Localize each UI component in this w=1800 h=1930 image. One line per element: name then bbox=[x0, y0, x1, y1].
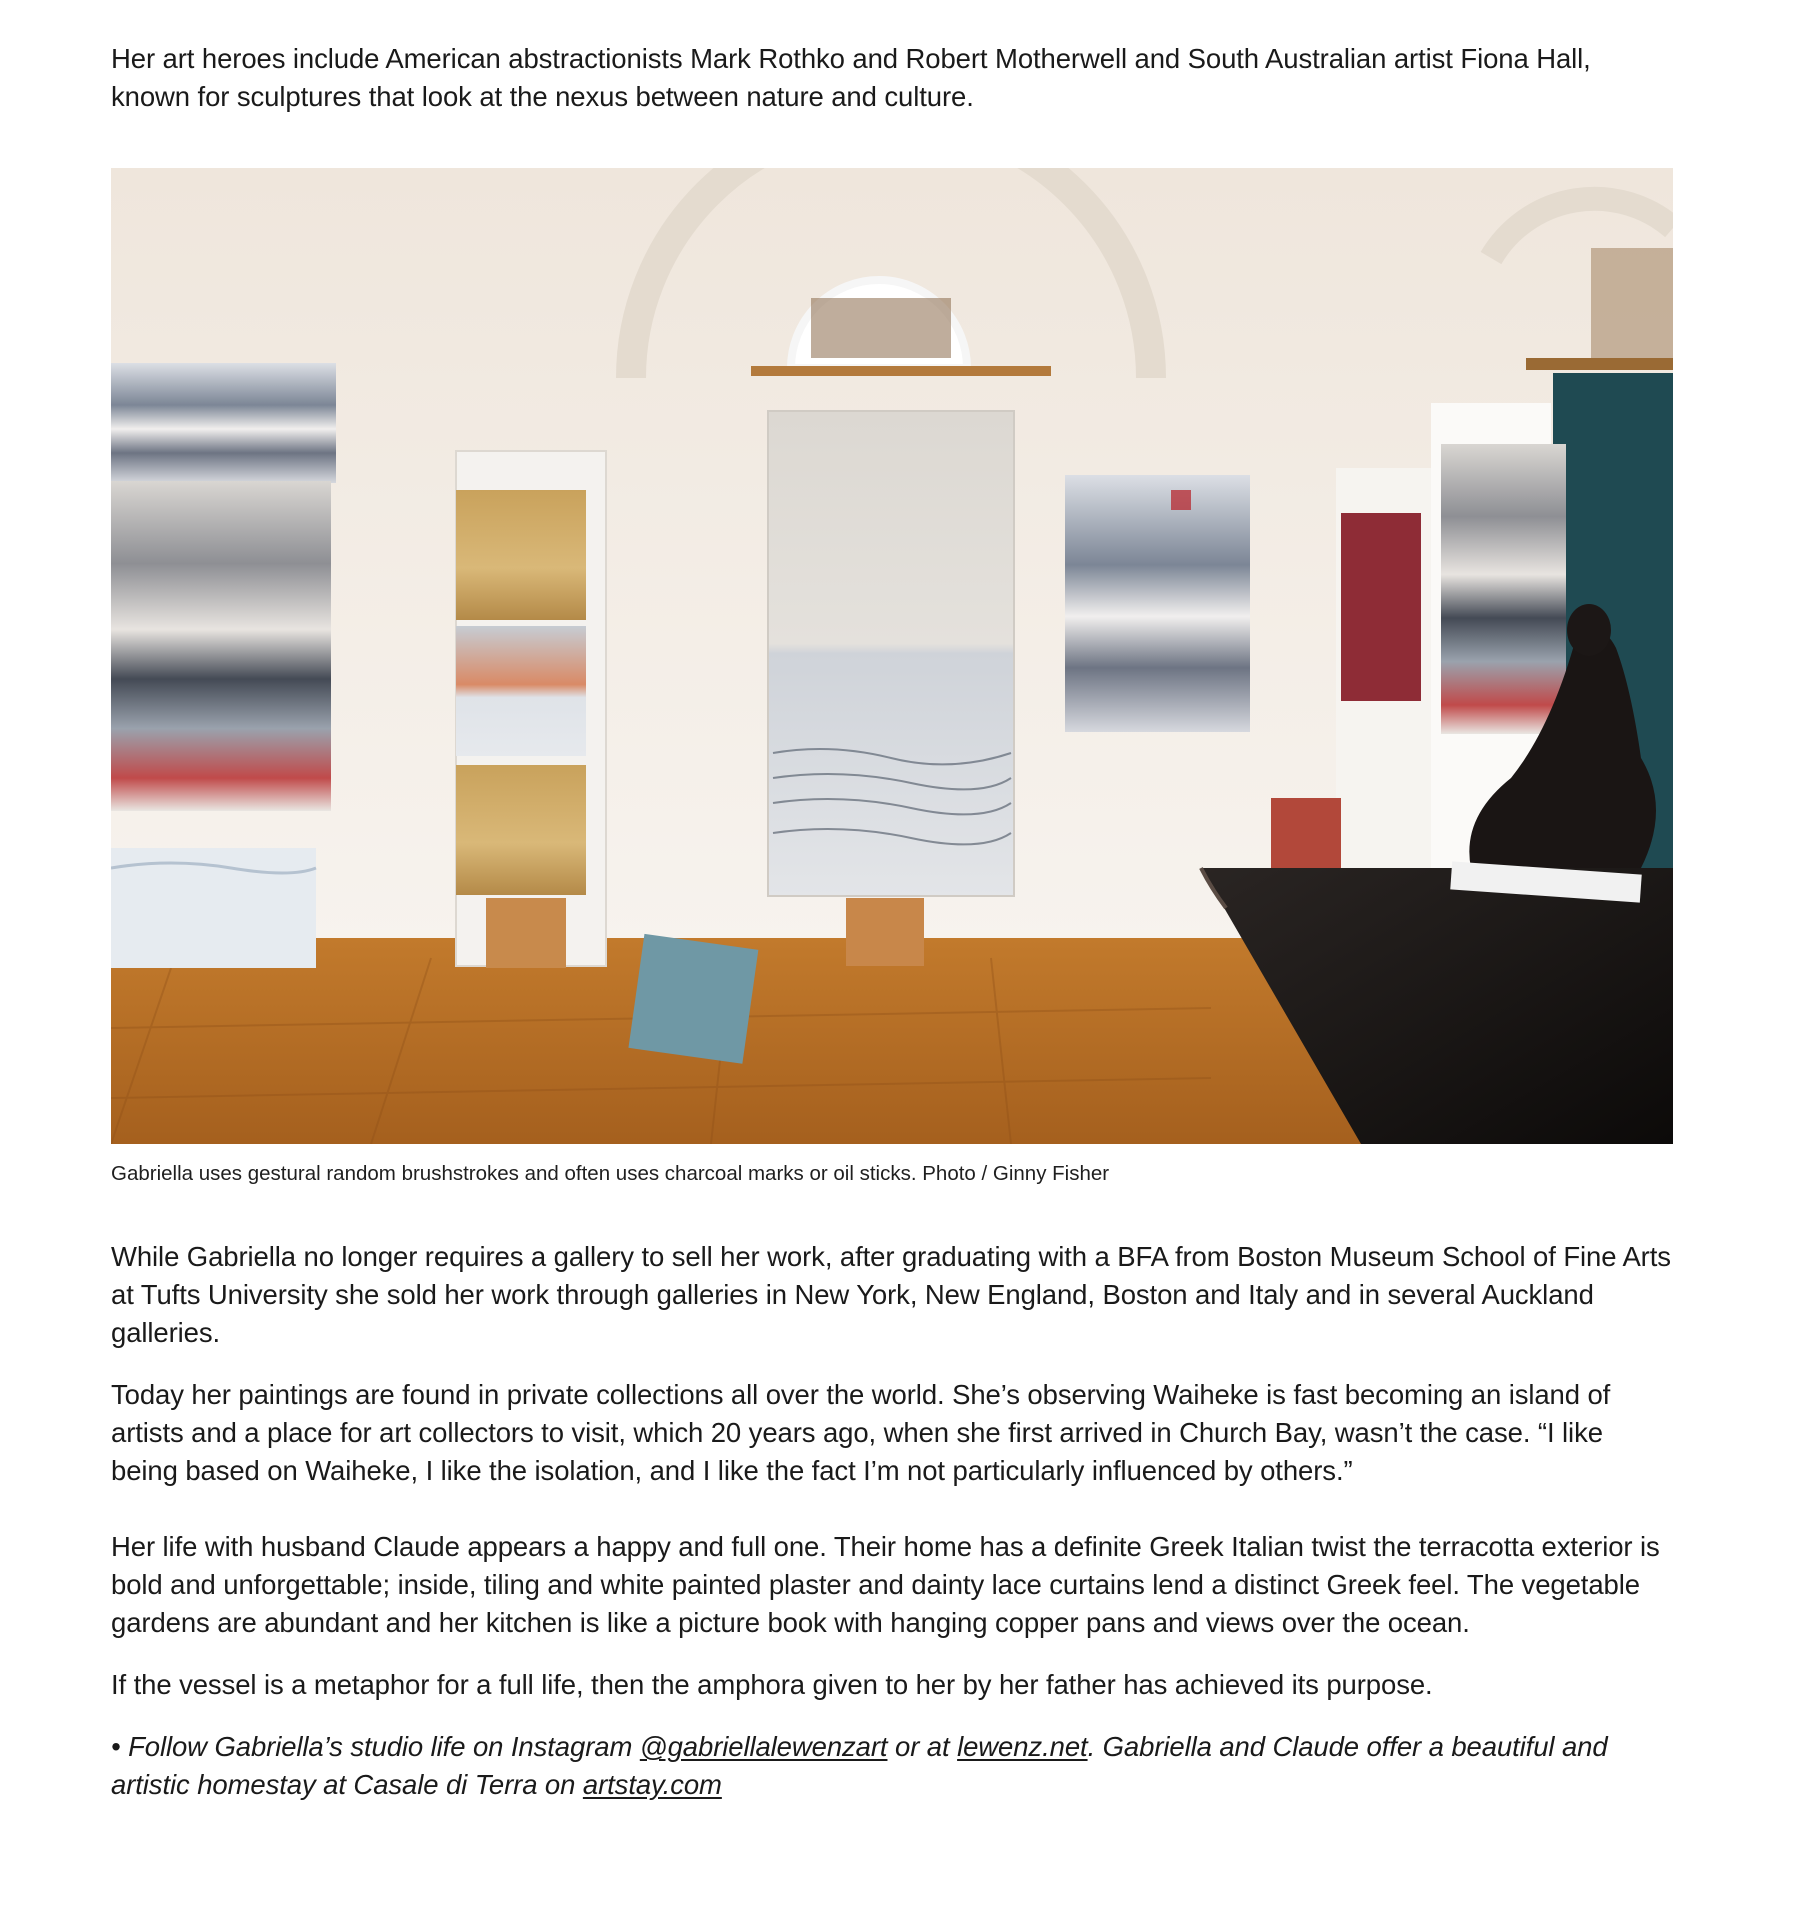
follow-text-part-1: • Follow Gabriella’s studio life on Instagram bbox=[111, 1731, 640, 1762]
paragraph-vessel-metaphor: If the vessel is a metaphor for a full life, then the amphora given to her by her father has achieved its purpose. bbox=[111, 1669, 1433, 1700]
website-link[interactable]: lewenz.net bbox=[957, 1731, 1088, 1762]
artstay-link[interactable]: artstay.com bbox=[582, 1769, 722, 1800]
studio-photo bbox=[111, 168, 1673, 1144]
paragraph-home-life: Her life with husband Claude appears a happy and full one. Their home has a definite Greek Italian twist the terracotta exterior is bold and unforgettable; inside, tiling and white painted plaster and dainty lace curtains lend a distinct Greek feel. The vegetable gardens are abundant and her kitchen is like a picture book with hanging copper pans and views over the ocean. bbox=[111, 1531, 1660, 1638]
paragraph-intro: Her art heroes include American abstractionists Mark Rothko and Robert Motherwell and South Australian artist Fiona Hall, known for sculptures that look at the nexus between nature and culture. bbox=[111, 43, 1591, 112]
article-figure bbox=[111, 168, 1673, 1185]
paragraph-gallery-history: While Gabriella no longer requires a gallery to sell her work, after graduating with a BFA from Boston Museum School of Fine Arts at Tufts University she sold her work through galleries in New York, New England, Boston and Italy and in several Auckland galleries. bbox=[111, 1241, 1671, 1348]
follow-text-part-3: . Gabriella and Claude offer a beautiful and artistic homestay at Casale di Terra on bbox=[111, 1731, 1608, 1800]
paragraph-follow-links bbox=[111, 1728, 1673, 1804]
figure-caption: Gabriella uses gestural random brushstrokes and often uses charcoal marks or oil sticks. Photo / Ginny Fisher bbox=[111, 1162, 1110, 1185]
instagram-link[interactable]: @gabriellalewenzart bbox=[639, 1731, 888, 1762]
follow-text-part-2: or at bbox=[887, 1731, 958, 1762]
paragraph-collections: Today her paintings are found in private collections all over the world. She’s observing Waiheke is fast becoming an island of artists and a place for art collectors to visit, which 20 years ago, when she first arrived in Church Bay, wasn’t the case. “I like being based on Waiheke, I like the isolation, and I like the fact I’m not particularly influenced by others.” bbox=[111, 1379, 1611, 1486]
